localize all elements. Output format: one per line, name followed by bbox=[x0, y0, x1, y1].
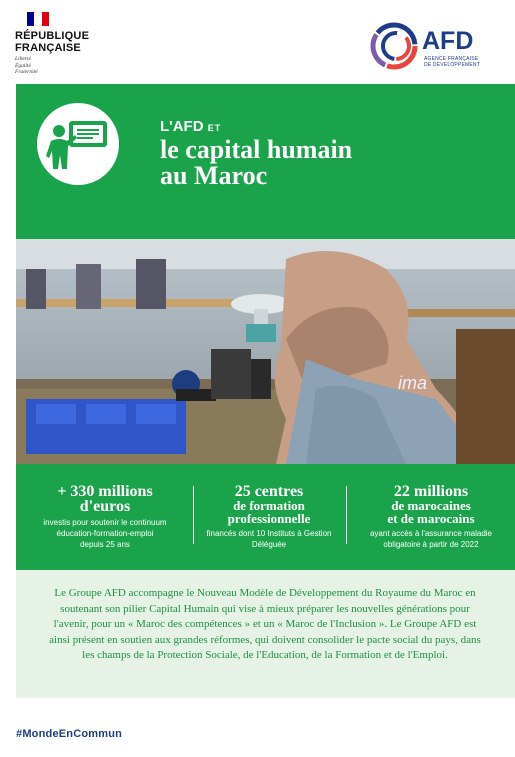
stats-band bbox=[16, 464, 515, 570]
republique-title: RÉPUBLIQUE FRANÇAISE bbox=[15, 30, 90, 54]
stat-training-centres bbox=[194, 464, 344, 570]
title-line-2: au Maroc bbox=[160, 161, 268, 190]
stat-investment-amount: + 330 millions d'euros bbox=[57, 483, 153, 515]
french-flag-icon bbox=[27, 12, 49, 26]
stat-investment bbox=[20, 464, 190, 570]
workshop-photo bbox=[16, 239, 515, 464]
teacher-presentation-icon bbox=[37, 103, 119, 185]
header bbox=[0, 0, 515, 82]
title-line-1: le capital humain bbox=[160, 135, 353, 164]
stat-training-desc: financés dont 10 Instituts à Gestion Déléguée bbox=[206, 529, 332, 549]
stat-health-amount: 22 millions de marocaines et de marocains bbox=[387, 483, 475, 526]
hashtag: #MondeEnCommun bbox=[16, 728, 123, 740]
afd-subtitle: AGENCE FRANÇAISE DE DÉVELOPPEMENT bbox=[424, 56, 480, 68]
stat-health-insurance bbox=[347, 464, 515, 570]
afd-logo bbox=[370, 22, 500, 72]
stat-investment-desc: investis pour soutenir le continuum éducation-formation-emploi depuis 25 ans bbox=[43, 518, 167, 549]
stat-training-amount: 25 centres de formation professionnelle bbox=[227, 483, 311, 526]
stat-health-desc: ayant accès à l'assurance maladie obligatoire à partir de 2022 bbox=[369, 529, 493, 549]
republique-motto: Liberté Égalité Fraternité bbox=[15, 56, 38, 75]
description-paragraph: Le Groupe AFD accompagne le Nouveau Modèle de Développement du Royaume du Maroc en soutenant son pilier Capital Humain qui vise à mieux préparer les nouvelles générations pour l'avenir, pour un « Maroc des compétences » et un « Maroc de l'Inclusion ». Le Groupe AFD est ainsi présent en soutien aux grandes réformes, qui doivent consolider le pacte social du pays, dans les champs de la Protection Sociale, de l'Education, de la Formation et de l'Emploi. bbox=[49, 587, 481, 661]
afd-name: AFD bbox=[422, 27, 474, 55]
afd-circle-icon bbox=[370, 22, 418, 70]
hero-title bbox=[160, 118, 352, 189]
description-box bbox=[16, 570, 515, 698]
title-prefix: L'AFD ET bbox=[160, 118, 222, 135]
republique-francaise-logo bbox=[15, 12, 89, 76]
svg-text:ima: ima bbox=[398, 373, 428, 393]
